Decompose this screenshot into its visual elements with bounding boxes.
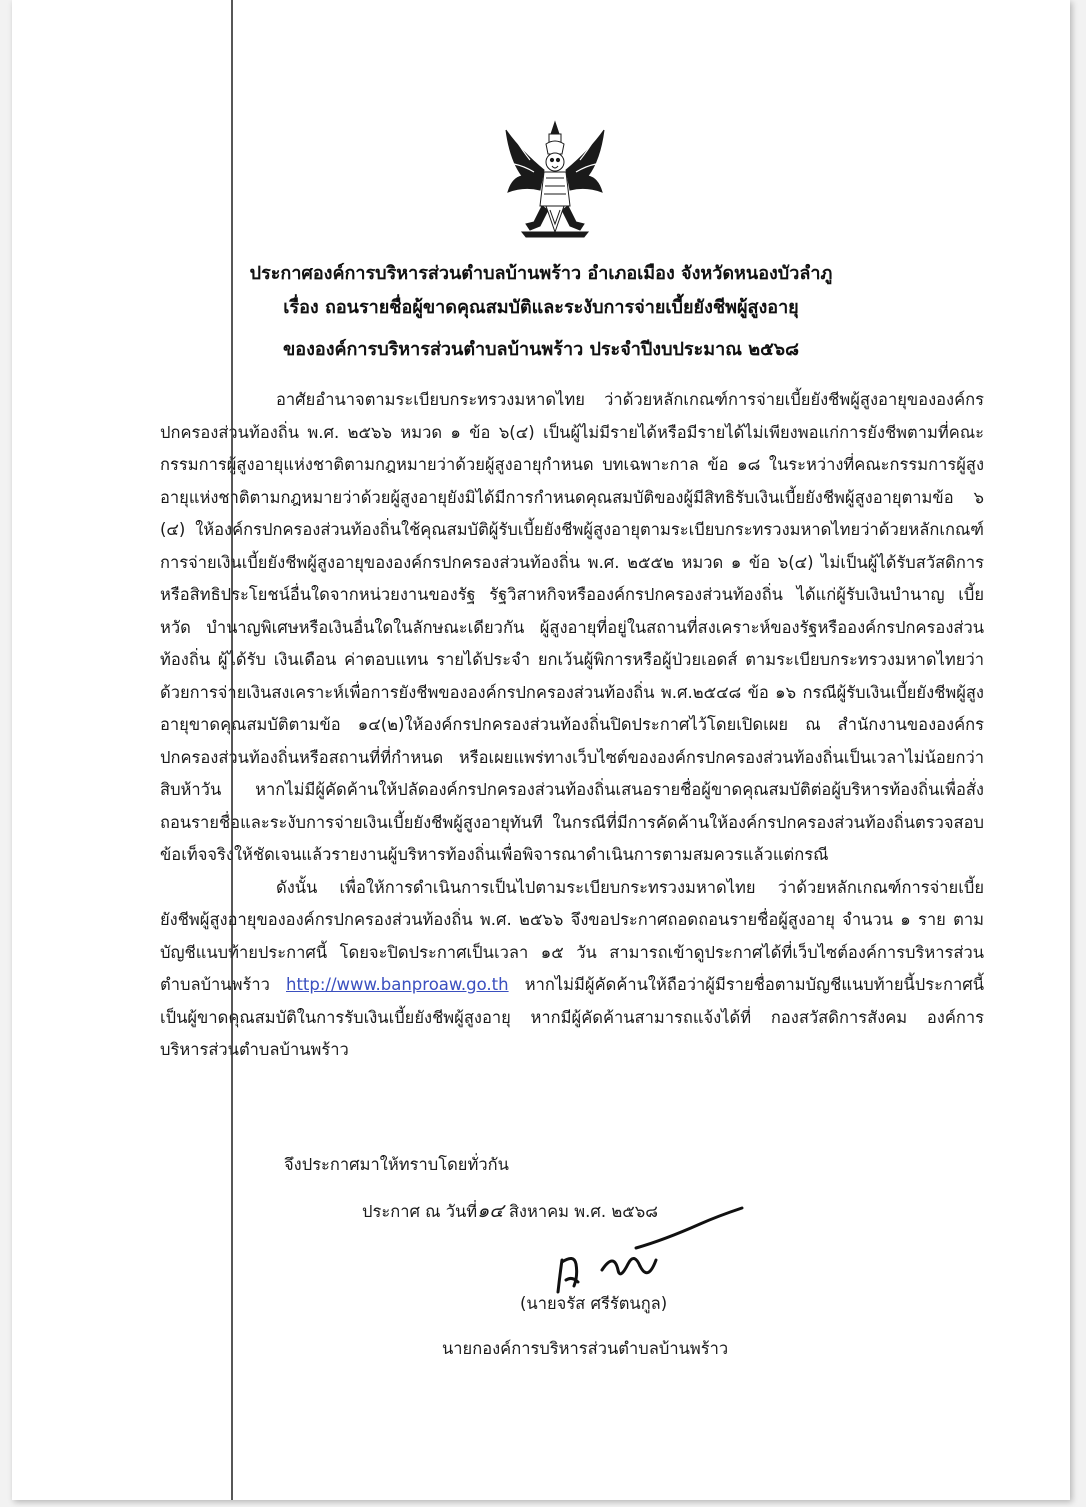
- date-rest: สิงหาคม พ.ศ. ๒๕๖๘: [503, 1202, 658, 1221]
- announcement-fiscal-year: ขององค์การบริหารส่วนตำบลบ้านพร้าว ประจำปีงบประมาณ ๒๕๖๘: [282, 339, 799, 360]
- signer-position: นายกองค์การบริหารส่วนตำบลบ้านพร้าว: [442, 1339, 729, 1358]
- paragraph-2-end: หากไม่มีผู้คัดค้านให้ถือว่าผู้มีรายชื่อตามบัญชีแนบท้ายนี้ประกาศนี้ เป็นผู้ขาดคุณสมบัติในการรับเงินเบี้ยยังชีพผู้สูงอายุ หากมีผู้คัดค้านสามารถแจ้งได้ที่ กองสวัสดิการสังคม องค์การบริหารส่วนตำบลบ้านพร้าว: [160, 975, 984, 1059]
- announcement-header: ประกาศองค์การบริหารส่วนตำบลบ้านพร้าว อำเภอเมือง จังหวัดหนองบัวลำภู: [249, 263, 833, 284]
- body-paragraph-2: [160, 872, 984, 1067]
- signer-name: (นายจรัส ศรีรัตนกูล): [520, 1294, 668, 1313]
- website-link[interactable]: http://www.banproaw.go.th: [286, 975, 509, 994]
- document-page: [12, 0, 1070, 1500]
- announcement-body: [160, 384, 984, 1067]
- closing-statement: จึงประกาศมาให้ทราบโดยทั่วกัน: [284, 1155, 509, 1174]
- date-prefix: ประกาศ ณ วันที่: [362, 1202, 478, 1221]
- garuda-emblem-icon: [500, 120, 610, 238]
- announcement-subject: เรื่อง ถอนรายชื่อผู้ขาดคุณสมบัติและระงับการจ่ายเบี้ยยังชีพผู้สูงอายุ: [283, 297, 799, 318]
- scan-fold-line: [231, 0, 233, 1500]
- body-paragraph-1: อาศัยอำนาจตามระเบียบกระทรวงมหาดไทย ว่าด้วยหลักเกณฑ์การจ่ายเบี้ยยังชีพผู้สูงอายุขององค์กรปกครองส่วนท้องถิ่น พ.ศ. ๒๕๖๖ หมวด ๑ ข้อ ๖(๔) เป็นผู้ไม่มีรายได้หรือมีรายได้ไม่เพียงพอแก่การยังชีพตามที่คณะกรรมการผู้สูงอายุแห่งชาติตามกฎหมายว่าด้วยผู้สูงอายุกำหนด บทเฉพาะกาล ข้อ ๑๘ ในระหว่างที่คณะกรรมการผู้สูงอายุแห่งชาติตามกฎหมายว่าด้วยผู้สูงอายุยังมิได้มีการกำหนดคุณสมบัติของผู้มีสิทธิรับเงินเบี้ยยังชีพผู้สูงอายุตามข้อ ๖ (๔) ให้องค์กรปกครองส่วนท้องถิ่นใช้คุณสมบัติผู้รับเบี้ยยังชีพผู้สูงอายุตามระเบียบกระทรวงมหาดไทยว่าด้วยหลักเกณฑ์การจ่ายเงินเบี้ยยังชีพผู้สูงอายุขององค์กรปกครองส่วนท้องถิ่น พ.ศ. ๒๕๕๒ หมวด ๑ ข้อ ๖(๔) ไม่เป็นผู้ได้รับสวัสดิการหรือสิทธิประโยชน์อื่นใดจากหน่วยงานของรัฐ รัฐวิสาหกิจหรือองค์กรปกครองส่วนท้องถิ่น ได้แก่ผู้รับเงินบำนาญ เบี้ยหวัด บำนาญพิเศษหรือเงินอื่นใดในลักษณะเดียวกัน ผู้สูงอายุที่อยู่ในสถานที่สงเคราะห์ของรัฐหรือองค์กรปกครองส่วนท้องถิ่น ผู้ได้รับ เงินเดือน ค่าตอบแทน รายได้ประจำ ยกเว้นผู้พิการหรือผู้ป่วยเอดส์ ตามระเบียบกระทรวงมหาดไทยว่าด้วยการจ่ายเงินสงเคราะห์เพื่อการยังชีพขององค์กรปกครองส่วนท้องถิ่น พ.ศ.๒๕๔๘ ข้อ ๑๖ กรณีผู้รับเงินเบี้ยยังชีพผู้สูงอายุขาดคุณสมบัติตามข้อ ๑๔(๒)ให้องค์กรปกครองส่วนท้องถิ่นปิดประกาศไว้โดยเปิดเผย ณ สำนักงานขององค์กรปกครองส่วนท้องถิ่นหรือสถานที่ที่กำหนด หรือเผยแพร่ทางเว็บไซต์ขององค์กรปกครองส่วนท้องถิ่นเป็นเวลาไม่น้อยกว่าสิบห้าวัน หากไม่มีผู้คัดค้านให้ปลัดองค์กรปกครองส่วนท้องถิ่นเสนอรายชื่อผู้ขาดคุณสมบัติต่อผู้บริหารท้องถิ่นเพื่อสั่งถอนรายชื่อและระงับการจ่ายเงินเบี้ยยังชีพผู้สูงอายุทันที ในกรณีที่มีการคัดค้านให้องค์กรปกครองส่วนท้องถิ่นตรวจสอบข้อเท็จจริงให้ชัดเจนแล้วรายงานผู้บริหารท้องถิ่นเพื่อพิจารณาดำเนินการตามสมควรแล้วแต่กรณี: [160, 390, 984, 864]
- date-day: ๑๔: [477, 1200, 504, 1222]
- paragraph-2-start: ดังนั้น เพื่อให้การดำเนินการเป็นไปตามระเบียบกระทรวงมหาดไทย ว่าด้วยหลักเกณฑ์การจ่ายเบี้ยยังชีพผู้สูงอายุขององค์กรปกครองส่วนท้องถิ่น พ.ศ. ๒๕๖๖ จึงขอประกาศถอดถอนรายชื่อผู้สูงอายุ จำนวน ๑ ราย ตามบัญชีแนบท้ายประกาศนี้ โดยจะปิดประกาศเป็นเวลา ๑๕ วัน สามารถเข้าดูประกาศได้ที่เว็บไซต์องค์การบริหารส่วนตำบลบ้านพร้าว: [160, 877, 984, 994]
